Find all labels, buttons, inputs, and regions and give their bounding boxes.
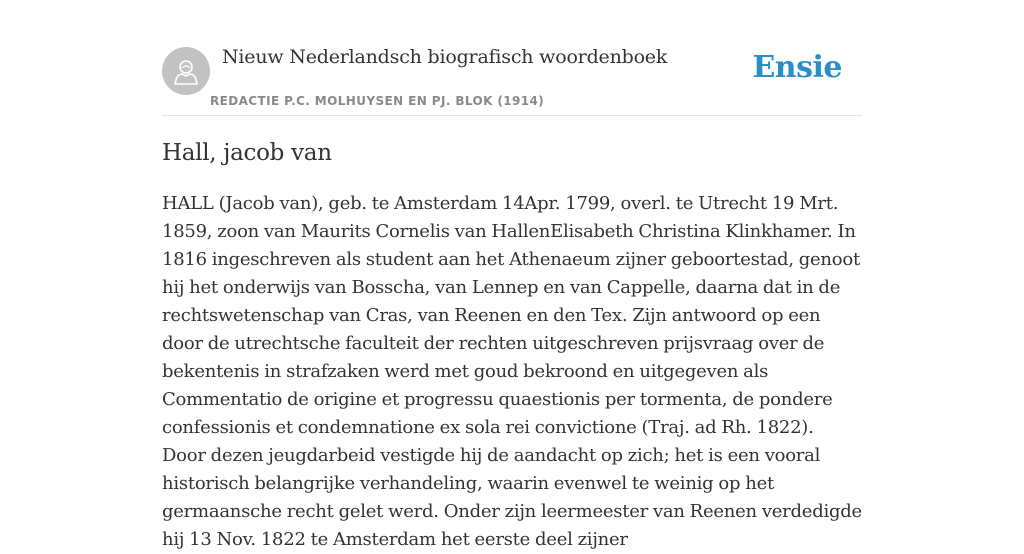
entry-title: Hall, jacob van — [162, 140, 332, 166]
header — [162, 0, 862, 116]
avatar[interactable] — [162, 47, 210, 95]
ensie-logo[interactable]: Ensie — [752, 50, 842, 85]
book-title[interactable]: Nieuw Nederlandsch biografisch woordenboek — [222, 46, 668, 68]
entry-body: HALL (Jacob van), geb. te Amsterdam 14Apr. 1799, overl. te Utrecht 19 Mrt. 1859, zoon van Maurits Cornelis van HallenElisabeth Christina Klinkhamer. In 1816 ingeschreven als student aan het Athenaeum zijner geboortestad, genoot hij het onderwijs van Bosscha, van Lennep en van Cappelle, daarna dat in de rechtswetenschap van Cras, van Reenen en den Tex. Zijn antwoord op een door de utrechtsche faculteit der rechten uitgeschreven prijsvraag over de bekentenis in strafzaken werd met goud bekroond en uitgegeven als Commentatio de origine et progressu quaestionis per tormenta, de pondere confessionis et condemnatione ex sola rei convictione (Traj. ad Rh. 1822). Door dezen jeugdarbeid vestigde hij de aandacht op zich; het is een vooral historisch belangrijke verhandeling, waarin evenwel te weinig op het germaansche recht gelet werd. Onder zijn leermeester van Reenen verdedigde hij 13 Nov. 1822 te Amsterdam het eerste deel zijner — [162, 193, 862, 550]
book-subtitle: REDACTIE P.C. MOLHUYSEN EN PJ. BLOK (1914) — [210, 94, 545, 108]
user-icon — [173, 57, 199, 85]
content-container — [162, 0, 862, 554]
